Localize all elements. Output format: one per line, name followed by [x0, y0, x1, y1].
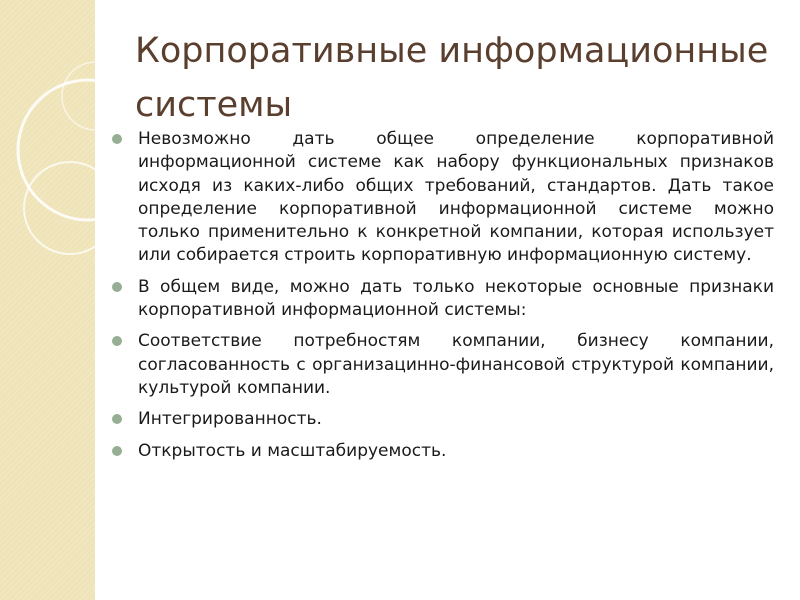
bullet-text: Открытость и масштабируемость. — [138, 440, 447, 461]
bullet-text: Интегрированность. — [138, 409, 322, 430]
list-item — [112, 128, 774, 268]
decorative-side-panel — [0, 0, 95, 600]
bullet-icon — [112, 282, 122, 292]
list-item — [112, 330, 774, 400]
list-item — [112, 276, 774, 323]
bullet-text: Соответствие потребностям компании, бизнесу компании, согласованность с организацинно-финансовой структурой компании, культурой компании. — [138, 331, 774, 398]
decorative-circles — [0, 0, 95, 600]
bullet-text: В общем виде, можно дать только некоторые основные признаки корпоративной информационной системы: — [138, 276, 774, 321]
bullet-text: Невозможно дать общее определение корпоративной информационной системе как набору функциональных признаков исходя из каких-либо общих требований, стандартов. Дать такое определение корпоративной информационной системе можно только применительно к конкретной компании, которая использует или собирается строить корпоративную информационную систему. — [138, 129, 774, 266]
bullet-icon — [112, 134, 122, 144]
list-item — [112, 408, 774, 431]
bullet-icon — [112, 446, 122, 456]
slide-title: Корпоративные информационные системы — [135, 31, 769, 125]
bullet-icon — [112, 336, 122, 346]
list-item — [112, 440, 774, 463]
bullet-list — [112, 128, 774, 471]
bullet-icon — [112, 414, 122, 424]
